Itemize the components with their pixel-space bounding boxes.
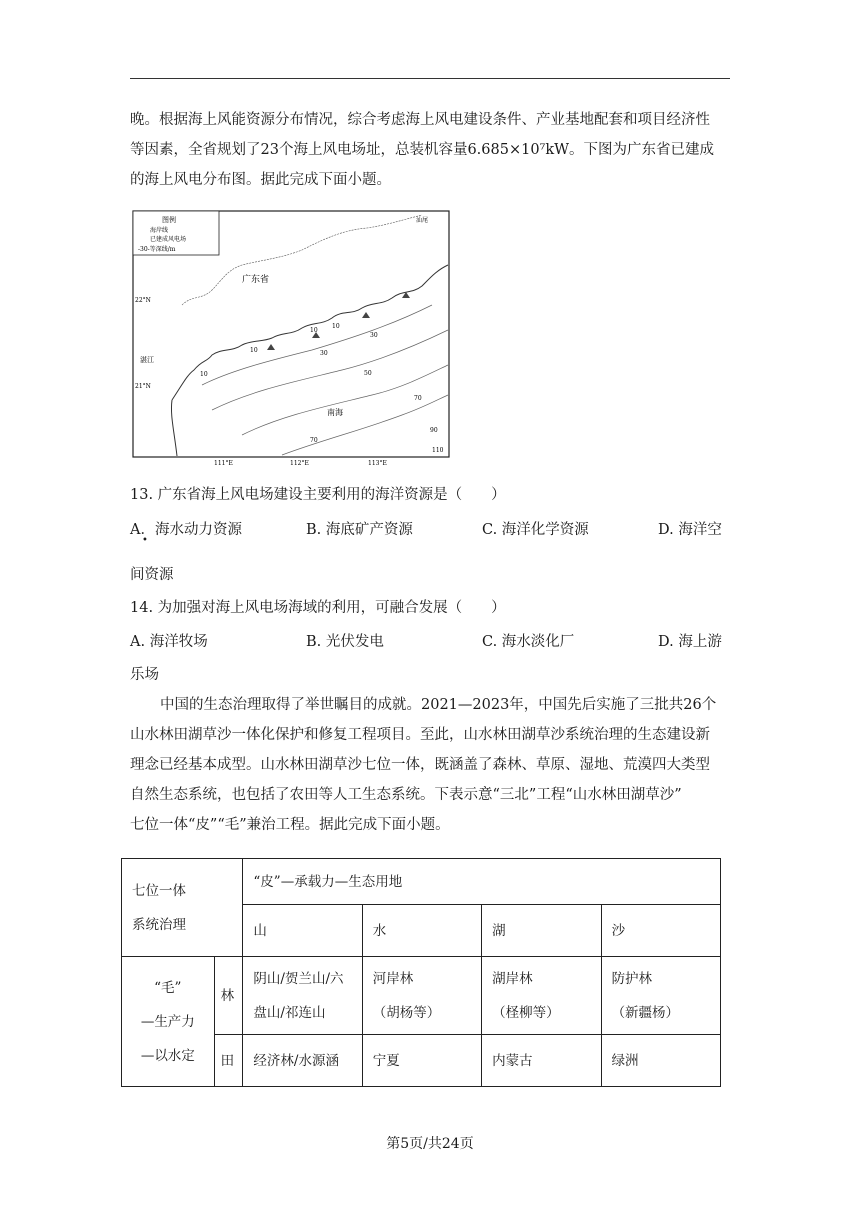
cell-tian-hu: 内蒙古 (482, 1035, 601, 1087)
lon-112: 112°E (290, 460, 309, 467)
q13-option-b[interactable]: B. 海底矿产资源 (306, 522, 413, 538)
q13-option-d[interactable]: D. 海洋空 (658, 522, 722, 538)
lon-111: 111°E (214, 460, 233, 467)
para2-line-1: 中国的生态治理取得了举世瞩目的成就。2021—2023年，中国先后实施了三批共26个 (160, 697, 717, 713)
cell-line: （新疆杨） (611, 1004, 680, 1021)
mao-line-3: —以水定 (140, 1047, 195, 1064)
lat-21: 21°N (135, 383, 151, 390)
cell-line: 湖岸林 (492, 970, 533, 987)
cell-lin-hu (482, 957, 601, 1035)
cell-tian-shan: 经济林/水源涵 (243, 1035, 362, 1087)
q14-option-c[interactable]: C. 海水淡化厂 (482, 634, 575, 650)
depth-label: 70 (414, 395, 422, 402)
question-14-stem: 14. 为加强对海上风电场海域的利用，可融合发展（ ） (130, 600, 506, 616)
cell-line: 阴山/贺兰山/六 (253, 970, 344, 987)
depth-label: 50 (364, 370, 372, 377)
cell-line: （柽柳等） (492, 1004, 560, 1021)
table-corner-cell (122, 859, 243, 957)
cell-lin-shui (362, 957, 481, 1035)
sea-label: 南海 (327, 408, 343, 417)
depth-label: 70 (310, 437, 318, 444)
lat-22: 22°N (135, 297, 151, 304)
legend-title: 图例 (162, 216, 176, 224)
para2-line-3: 理念已经基本成型。山水林田湖草沙七位一体，既涵盖了森林、草原、湿地、荒漠四大类型 (130, 757, 710, 773)
q13-option-d-continued: 间资源 (130, 567, 174, 583)
depth-label: 10 (310, 327, 318, 334)
province-label: 广东省 (242, 275, 270, 285)
intro-line-2: 等因素，全省规划了23个海上风电场址，总装机容量6.685×10⁷kW。下图为广东省已建成 (130, 142, 715, 158)
legend-isobath: -30-等深线/m (138, 246, 176, 253)
legend-wind-farm: 已建成风电场 (150, 236, 187, 243)
emphasis-dot: • (142, 535, 148, 546)
mao-line-1: “毛” (154, 979, 182, 996)
page-footer: 第5页/共24页 (386, 1136, 474, 1152)
depth-label: 10 (200, 371, 208, 378)
intro-paragraph (130, 105, 730, 195)
depth-label: 10 (332, 323, 340, 330)
depth-label: 30 (320, 350, 328, 357)
ecology-table (121, 858, 721, 1087)
header-rule (130, 78, 730, 79)
q13-option-c[interactable]: C. 海洋化学资源 (482, 522, 589, 538)
col-header-sha: 沙 (601, 905, 720, 957)
guangdong-wind-farm-map (132, 210, 450, 468)
question-13-stem: 13. 广东省海上风电场建设主要利用的海洋资源是（ ） (130, 487, 506, 503)
q14-option-b[interactable]: B. 光伏发电 (306, 634, 384, 650)
ecology-paragraph (130, 690, 730, 840)
intro-line-3: 的海上风电分布图。据此完成下面小题。 (130, 172, 391, 188)
para2-line-2: 山水林田湖草沙一体化保护和修复工程项目。至此，山水林田湖草沙系统治理的生态建设新 (130, 727, 710, 743)
cell-line: 防护林 (611, 970, 653, 987)
q13-option-a[interactable]: A．海水动力资源 (130, 522, 242, 538)
cell-line: （胡杨等） (372, 1004, 441, 1021)
cell-line: 河岸林 (372, 970, 414, 987)
cell-lin-shan (243, 957, 362, 1035)
col-header-hu: 湖 (482, 905, 601, 957)
cell-line: 盘山/祁连山 (253, 1004, 326, 1021)
pi-header-cell: “皮”—承载力—生态用地 (243, 859, 721, 905)
q14-option-d-continued: 乐场 (130, 667, 159, 683)
cell-lin-sha (601, 957, 720, 1035)
q14-option-d[interactable]: D. 海上游 (658, 634, 722, 650)
lon-113: 113°E (368, 460, 387, 467)
city-label: 湛江 (140, 356, 154, 364)
corner-line-2: 系统治理 (132, 916, 186, 933)
q14-option-a[interactable]: A. 海洋牧场 (130, 634, 208, 650)
col-header-shui: 水 (362, 905, 481, 957)
corner-label: 汕尾 (416, 217, 429, 224)
depth-label: 10 (250, 347, 258, 354)
depth-label: 30 (370, 332, 378, 339)
mao-line-2: —生产力 (140, 1013, 195, 1030)
col-header-shan: 山 (243, 905, 362, 957)
para2-line-5: 七位一体“皮”“毛”兼治工程。据此完成下面小题。 (130, 817, 450, 833)
mao-label-cell (122, 957, 215, 1087)
legend-coastline: 海岸线 (150, 227, 169, 234)
depth-label: 90 (430, 427, 438, 434)
para2-line-4: 自然生态系统，也包括了农田等人工生态系统。下表示意“三北”工程“山水林田湖草沙” (130, 787, 682, 803)
row-label-tian: 田 (214, 1035, 243, 1087)
cell-tian-sha: 绿洲 (601, 1035, 720, 1087)
row-label-lin: 林 (214, 957, 243, 1035)
depth-label: 110 (432, 447, 444, 454)
cell-tian-shui: 宁夏 (362, 1035, 481, 1087)
corner-line-1: 七位一体 (132, 882, 186, 899)
intro-line-1: 晚。根据海上风能资源分布情况，综合考虑海上风电建设条件、产业基地配套和项目经济性 (130, 112, 710, 128)
